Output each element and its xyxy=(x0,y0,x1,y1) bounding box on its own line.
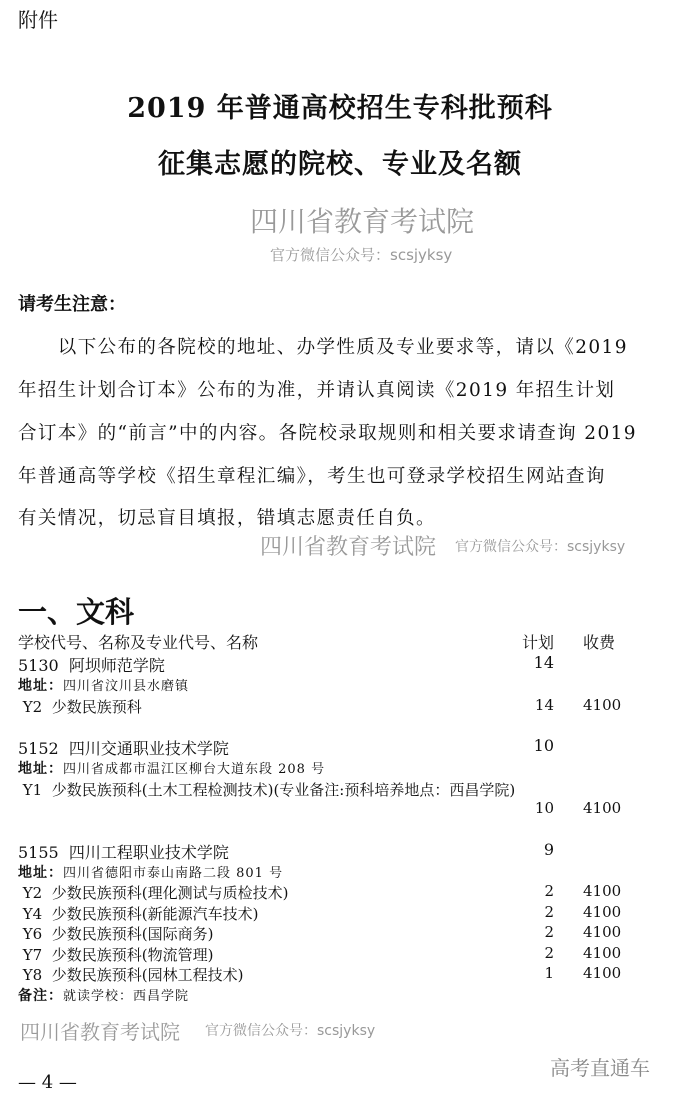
page-title-line2: 征集志愿的院校、专业及名额 xyxy=(158,149,522,180)
section-title: 一、文科 xyxy=(18,595,135,629)
notice-line: 年普通高等学校《招生章程汇编》，考生也可登录学校招生网站查询 xyxy=(18,466,606,487)
row-plan: 14 xyxy=(534,695,554,714)
address-label: 地址： xyxy=(18,678,63,694)
row-fee: 4100 xyxy=(583,923,622,941)
row-name: 5155 四川工程职业技术学院 xyxy=(18,842,229,862)
major-row xyxy=(18,903,638,923)
address-text xyxy=(18,985,189,1005)
attachment-label: 附件 xyxy=(18,8,58,32)
row-plan: 2 xyxy=(544,943,554,962)
address-row xyxy=(18,985,638,1005)
row-plan: 2 xyxy=(544,923,554,941)
address-row xyxy=(18,758,638,778)
page-title-line1: 2019 年普通高校招生专科批预科 xyxy=(127,93,553,124)
watermark-main: 四川省教育考试院 xyxy=(20,1020,180,1044)
watermark-sub: 官方微信公众号：scsjyksy xyxy=(270,246,453,264)
row-name: 5152 四川交通职业技术学院 xyxy=(18,739,229,758)
row-name: 5130 阿坝师范学院 xyxy=(18,656,165,675)
notice-line: 有关情况，切忌盲目填报，错填志愿责任自负。 xyxy=(18,508,436,529)
address-value: 四川省成都市温江区柳台大道东段 208 号 xyxy=(63,762,326,777)
row-plan: 10 xyxy=(534,799,554,817)
watermark-sub: 官方微信公众号：scsjyksy xyxy=(205,1023,376,1039)
row-name: Y8 少数民族预科(园林工程技术) xyxy=(18,966,244,984)
row-plan: 9 xyxy=(543,839,554,859)
address-value: 四川省汶川县水磨镇 xyxy=(63,679,190,694)
address-text xyxy=(18,862,283,882)
row-plan: 2 xyxy=(544,902,554,921)
notice-line: 以下公布的各院校的地址、办学性质及专业要求等，请以《2019 xyxy=(18,337,628,358)
address-label: 地址： xyxy=(18,864,63,881)
address-text xyxy=(18,675,189,695)
row-name: Y7 少数民族预科(物流管理) xyxy=(18,945,214,964)
row-name: Y6 少数民族预科(国际商务) xyxy=(18,925,214,943)
major-row xyxy=(18,964,638,984)
row-name: Y2 少数民族预科(理化测试与质检技术) xyxy=(18,884,289,902)
major-row xyxy=(18,944,638,964)
column-header-name: 学校代号、名称及专业代号、名称 xyxy=(18,633,259,652)
school-row xyxy=(18,736,638,756)
watermark-main: 四川省教育考试院 xyxy=(260,535,437,560)
major-row xyxy=(18,799,638,819)
row-name: Y1 少数民族预科(土木工程检测技术)(专业备注:预科培养地点：西昌学院) xyxy=(18,780,516,799)
address-value: 四川省德阳市泰山南路二段 801 号 xyxy=(63,865,284,881)
major-row xyxy=(18,882,638,902)
row-plan: 10 xyxy=(533,736,554,755)
watermark-sub: 官方微信公众号：scsjyksy xyxy=(455,539,626,555)
row-fee: 4100 xyxy=(583,902,622,921)
row-name: Y2 少数民族预科 xyxy=(18,697,142,716)
address-label: 地址： xyxy=(18,761,63,777)
page-number: — 4 — xyxy=(18,1072,77,1093)
row-fee: 4100 xyxy=(583,695,622,714)
row-fee: 4100 xyxy=(583,964,622,982)
major-row xyxy=(18,779,638,799)
row-plan: 2 xyxy=(544,882,554,900)
table-header xyxy=(18,630,638,650)
notice-line: 合订本》的“前言”中的内容。各院校录取规则和相关要求请查询 2019 xyxy=(18,423,637,444)
row-fee: 4100 xyxy=(583,882,622,900)
address-row xyxy=(18,675,638,695)
major-row xyxy=(18,696,638,716)
footer-brand: 高考直通车 xyxy=(550,1056,650,1080)
notice-heading: 请考生注意： xyxy=(18,294,126,315)
row-name: Y4 少数民族预科(新能源汽车技术) xyxy=(18,904,259,923)
notice-line: 年招生计划合订本》公布的为准，并请认真阅读《2019 年招生计划 xyxy=(18,380,616,401)
address-value: 就读学校：西昌学院 xyxy=(63,988,190,1004)
address-label: 备注： xyxy=(18,987,63,1004)
school-row xyxy=(18,653,638,673)
column-header-plan: 计划 xyxy=(521,633,554,652)
school-row xyxy=(18,840,638,860)
major-row xyxy=(18,923,638,943)
watermark-main: 四川省教育考试院 xyxy=(250,205,475,238)
row-plan: 14 xyxy=(533,653,554,672)
row-fee: 4100 xyxy=(583,943,622,962)
row-fee: 4100 xyxy=(583,799,622,817)
column-header-fee: 收费 xyxy=(583,633,616,652)
address-text xyxy=(18,758,325,778)
row-plan: 1 xyxy=(544,964,554,982)
address-row xyxy=(18,862,638,882)
